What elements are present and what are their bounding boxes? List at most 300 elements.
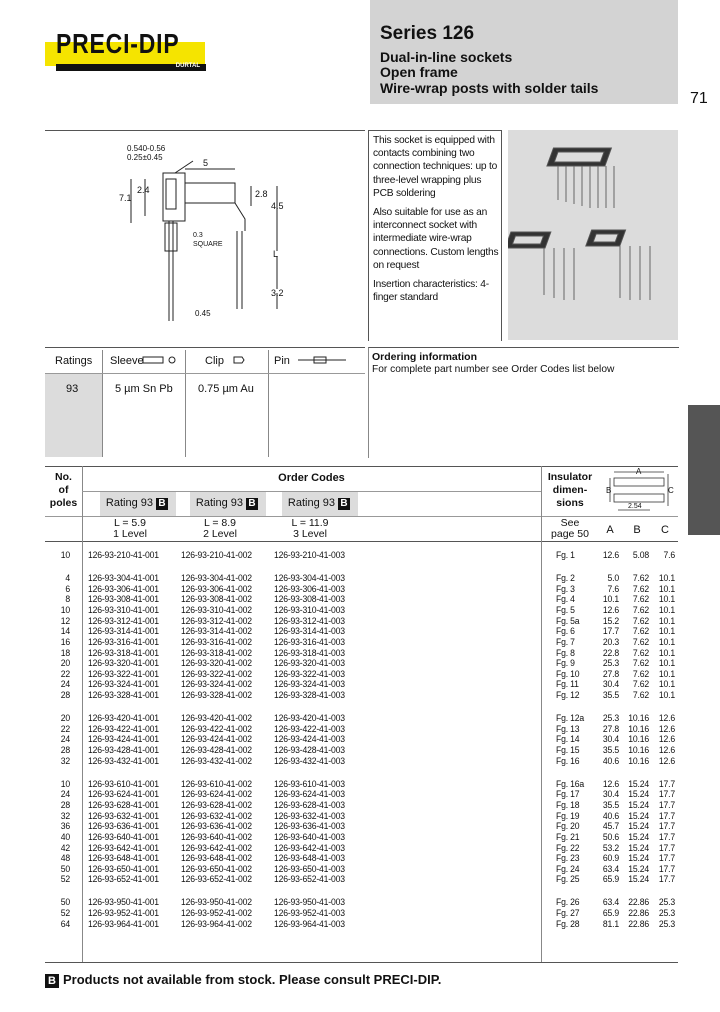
table-cell: 28 [60, 745, 70, 756]
table-cell: 10 [60, 778, 70, 790]
see-page-head [545, 518, 595, 540]
table-cell: 126-93-650-41-002 [181, 863, 252, 875]
clip-value: 0.75 µm Au [198, 383, 254, 395]
table-cell: Fg. 12 [556, 690, 580, 702]
table-cell: Fg. 18 [556, 799, 580, 811]
table-cell: Fg. 7 [556, 636, 575, 648]
table-cell: 81.1 [602, 918, 619, 930]
table-cell: Fg. 20 [556, 821, 580, 833]
table-divider-insulator [541, 466, 542, 962]
table-cell: 20.3 [602, 636, 619, 648]
table-cell: 24 [60, 789, 70, 801]
table-cell: 10.1 [658, 690, 675, 702]
table-cell: Fg. 9 [556, 658, 575, 670]
table-cell: 35.5 [602, 745, 619, 756]
table-cell: 126-93-424-41-002 [181, 734, 252, 746]
table-cell: 60.9 [602, 853, 619, 865]
level-1-label: 1 Level [113, 528, 147, 540]
table-cell: 7.62 [632, 690, 649, 702]
table-cell: 126-93-328-41-001 [88, 690, 159, 702]
table-cell: 16 [60, 636, 70, 648]
table-cell: 126-93-428-41-003 [274, 745, 345, 756]
see-label: See [560, 517, 580, 529]
table-cell: 12.6 [658, 734, 675, 746]
table-cell: 10.1 [658, 604, 675, 616]
table-cell: 22.86 [628, 908, 649, 919]
table-cell: 22.86 [628, 897, 649, 909]
table-cell: 126-93-428-41-002 [181, 745, 252, 756]
level-1-head [100, 518, 160, 540]
table-cell: 30.4 [602, 789, 619, 801]
table-cell: 10 [60, 604, 70, 616]
table-cell: 28 [60, 799, 70, 811]
table-cell: 52 [60, 874, 70, 886]
table-cell: 126-93-624-41-002 [181, 789, 252, 801]
table-cell: 10.1 [658, 626, 675, 638]
table-cell: 126-93-422-41-002 [181, 723, 252, 735]
dim-label-1: 0.540-0.56 [127, 144, 166, 153]
table-cell: Fg. 1 [556, 550, 575, 561]
b-mark-3: B [338, 498, 350, 510]
dim-head-c: C [661, 524, 669, 536]
table-cell: 17.7 [658, 853, 675, 865]
table-cell: 126-93-432-41-001 [88, 755, 159, 767]
table-cell: 63.4 [602, 897, 619, 909]
table-cell: 24 [60, 734, 70, 746]
table-cell: 126-93-316-41-003 [274, 636, 345, 648]
level-2-label: 2 Level [203, 528, 237, 540]
table-cell: 17.7 [658, 842, 675, 854]
level-2-head [190, 518, 250, 540]
table-cell: 18 [60, 647, 70, 659]
see-page-label: page 50 [551, 528, 589, 540]
table-cell: 126-93-420-41-001 [88, 713, 159, 724]
col-head-insulator [543, 471, 597, 510]
table-cell: 17.7 [658, 821, 675, 833]
table-cell: 15.2 [602, 615, 619, 627]
table-cell: 126-93-652-41-002 [181, 874, 252, 886]
table-cell: 126-93-628-41-003 [274, 799, 345, 811]
table-cell: 126-93-328-41-002 [181, 690, 252, 702]
table-cell: 126-93-324-41-002 [181, 679, 252, 691]
table-cell: 5.0 [607, 572, 619, 584]
table-cell: 126-93-950-41-001 [88, 897, 159, 909]
level-2-len: L = 8.9 [203, 517, 236, 529]
rating-divider-3 [268, 350, 269, 457]
table-cell: Fg. 23 [556, 853, 580, 865]
ordering-title: Ordering information [372, 351, 477, 363]
table-cell: 126-93-320-41-003 [274, 658, 345, 670]
pin-icon [296, 355, 350, 365]
table-cell: 126-93-310-41-002 [181, 604, 252, 616]
table-cell: 10.1 [658, 647, 675, 659]
table-cell: 17.7 [658, 799, 675, 811]
table-cell: 7.62 [632, 594, 649, 606]
sketch-label-a: A [636, 467, 642, 476]
table-cell: 12.6 [658, 713, 675, 724]
rating-header-line [45, 373, 365, 374]
table-cell: 126-93-308-41-003 [274, 594, 345, 606]
table-cell: Fg. 4 [556, 594, 575, 606]
table-cell: 126-93-964-41-002 [181, 918, 252, 930]
b-mark-2: B [246, 498, 258, 510]
dim-label-10: 3.2 [271, 288, 284, 298]
table-cell: Fg. 26 [556, 897, 580, 909]
table-cell: 126-93-318-41-002 [181, 647, 252, 659]
table-cell: 126-93-316-41-002 [181, 636, 252, 648]
table-cell: Fg. 16 [556, 755, 580, 767]
socket-photo-svg [508, 130, 678, 340]
table-cell: 10.16 [628, 723, 649, 735]
footer-b-mark: B [45, 974, 59, 988]
rating-head-ratings: Ratings [55, 355, 93, 367]
description-box [368, 130, 502, 341]
dim-label-4: 2.4 [137, 185, 150, 195]
table-cell: 126-93-632-41-003 [274, 810, 345, 822]
logo-sub-bar [56, 64, 206, 71]
table-cell: 10.16 [628, 755, 649, 767]
table-cell: 63.4 [602, 863, 619, 875]
table-cell: Fg. 27 [556, 908, 580, 919]
dim-label-3: 5 [203, 158, 209, 168]
table-cell: 126-93-648-41-003 [274, 853, 345, 865]
series-title: Series 126 [380, 23, 475, 44]
description-p1: This socket is equipped with contacts combining two connection techniques: up to three-level wrapping plus PCB soldering [373, 135, 498, 199]
table-cell: 22.8 [602, 647, 619, 659]
table-cell: 126-93-310-41-003 [274, 604, 345, 616]
table-cell: 17.7 [658, 778, 675, 790]
insulator-line-3: sions [556, 497, 584, 509]
table-cell: 126-93-322-41-003 [274, 668, 345, 680]
sleeve-icon [142, 355, 178, 365]
table-cell: 65.9 [602, 874, 619, 886]
table-cell: 126-93-312-41-002 [181, 615, 252, 627]
table-cell: 126-93-964-41-003 [274, 918, 345, 930]
table-cell: 126-93-648-41-001 [88, 853, 159, 865]
table-cell: 10.1 [658, 594, 675, 606]
table-cell: 126-93-952-41-002 [181, 908, 252, 919]
table-cell: 126-93-432-41-003 [274, 755, 345, 767]
table-cell: 30.4 [602, 679, 619, 691]
rating-head-sleeve: Sleeve [110, 355, 144, 367]
table-cell: 14 [60, 626, 70, 638]
col-head-poles [45, 471, 82, 510]
table-cell: 12.6 [602, 550, 619, 561]
brand-logo: PRECI-DIP [56, 28, 180, 59]
rating-93-label-2: Rating 93 [195, 497, 243, 509]
b-mark-1: B [156, 498, 168, 510]
table-cell: Fg. 28 [556, 918, 580, 930]
table-cell: 36 [60, 821, 70, 833]
table-cell: 126-93-314-41-002 [181, 626, 252, 638]
table-cell: 126-93-422-41-003 [274, 723, 345, 735]
brand-sub: DURTAL [175, 63, 200, 69]
table-cell: 17.7 [658, 810, 675, 822]
table-cell: 126-93-316-41-001 [88, 636, 159, 648]
table-cell: 22 [60, 723, 70, 735]
table-cell: 126-93-650-41-001 [88, 863, 159, 875]
table-cell: 15.24 [628, 778, 649, 790]
table-cell: 126-93-610-41-003 [274, 778, 345, 790]
table-cell: 7.6 [607, 583, 619, 595]
footer-note [45, 972, 441, 988]
table-cell: 10.1 [658, 583, 675, 595]
table-cell: 126-93-640-41-003 [274, 831, 345, 843]
table-cell: 17.7 [658, 789, 675, 801]
rating-93-label-3: Rating 93 [287, 497, 335, 509]
table-cell: 126-93-652-41-001 [88, 874, 159, 886]
dim-label-6: 2.8 [255, 189, 268, 199]
table-cell: 7.62 [632, 604, 649, 616]
table-cell: 126-93-320-41-001 [88, 658, 159, 670]
dim-label-9: L [273, 249, 279, 259]
table-cell: 15.24 [628, 799, 649, 811]
table-cell: 126-93-610-41-002 [181, 778, 252, 790]
table-cell: 25.3 [658, 918, 675, 930]
table-cell: 7.62 [632, 636, 649, 648]
table-cell: 126-93-950-41-003 [274, 897, 345, 909]
table-cell: 10 [60, 550, 70, 561]
table-cell: 10.1 [658, 615, 675, 627]
table-cell: Fg. 5a [556, 615, 580, 627]
table-cell: 7.62 [632, 583, 649, 595]
table-cell: 53.2 [602, 842, 619, 854]
table-cell: 126-93-640-41-002 [181, 831, 252, 843]
table-cell: 126-93-952-41-003 [274, 908, 345, 919]
table-cell: 126-93-318-41-001 [88, 647, 159, 659]
level-3-label: 3 Level [293, 528, 327, 540]
col-head-no: No. [55, 471, 72, 483]
table-cell: 126-93-308-41-001 [88, 594, 159, 606]
table-cell: 7.62 [632, 647, 649, 659]
table-cell: 25.3 [602, 658, 619, 670]
table-cell: 126-93-624-41-001 [88, 789, 159, 801]
table-cell: 45.7 [602, 821, 619, 833]
table-cell: 22 [60, 668, 70, 680]
table-cell: 15.24 [628, 810, 649, 822]
table-cell: 10.1 [602, 594, 619, 606]
page-number: 71 [690, 90, 708, 107]
description-p3: Insertion characteristics: 4-finger standard [373, 279, 489, 304]
table-cell: 8 [65, 594, 70, 606]
table-cell: 50 [60, 897, 70, 909]
table-cell: 126-93-642-41-002 [181, 842, 252, 854]
table-cell: 20 [60, 658, 70, 670]
table-cell: 52 [60, 908, 70, 919]
table-cell: 126-93-610-41-001 [88, 778, 159, 790]
table-cell: 20 [60, 713, 70, 724]
table-cell: 126-93-424-41-001 [88, 734, 159, 746]
table-cell: 22.86 [628, 918, 649, 930]
table-cell: 25.3 [658, 908, 675, 919]
table-cell: 28 [60, 690, 70, 702]
table-cell: 126-93-210-41-001 [88, 550, 159, 561]
table-cell: 15.24 [628, 831, 649, 843]
dim-label-8: 0.3 SQUARE [193, 232, 223, 248]
table-cell: 126-93-422-41-001 [88, 723, 159, 735]
table-cell: 126-93-420-41-002 [181, 713, 252, 724]
table-cell: 126-93-428-41-001 [88, 745, 159, 756]
table-cell: 17.7 [658, 863, 675, 875]
table-cell: Fg. 11 [556, 679, 579, 691]
table-cell: 25.3 [602, 713, 619, 724]
table-cell: 24 [60, 679, 70, 691]
table-cell: 126-93-322-41-002 [181, 668, 252, 680]
table-divider-poles [82, 466, 83, 962]
table-cell: 126-93-312-41-003 [274, 615, 345, 627]
table-cell: 25.3 [658, 897, 675, 909]
table-cell: 126-93-648-41-002 [181, 853, 252, 865]
sketch-label-pitch: 2.54 [628, 503, 642, 510]
table-cell: 17.7 [658, 874, 675, 886]
table-cell: 126-93-624-41-003 [274, 789, 345, 801]
table-cell: 15.24 [628, 789, 649, 801]
table-cell: 40.6 [602, 810, 619, 822]
sleeve-value: 5 µm Sn Pb [115, 383, 173, 395]
table-cell: Fg. 17 [556, 789, 580, 801]
table-cell: Fg. 6 [556, 626, 575, 638]
ordering-text: For complete part number see Order Codes list below [372, 364, 615, 375]
table-cell: 126-93-632-41-001 [88, 810, 159, 822]
table-cell: 10.1 [658, 679, 675, 691]
table-cell: Fg. 16a [556, 778, 585, 790]
table-cell: 27.8 [602, 723, 619, 735]
table-cell: Fg. 5 [556, 604, 575, 616]
table-cell: 35.5 [602, 690, 619, 702]
series-line-1: Dual-in-line sockets [380, 49, 513, 65]
table-cell: 10.16 [628, 713, 649, 724]
table-cell: 126-93-324-41-003 [274, 679, 345, 691]
insulator-line-2: dimen- [552, 484, 588, 496]
rating-value-93: 93 [66, 383, 79, 395]
rating-93-label-1: Rating 93 [105, 497, 153, 509]
table-cell: 7.62 [632, 679, 649, 691]
table-cell: 17.7 [602, 626, 619, 638]
table-cell: 126-93-324-41-001 [88, 679, 159, 691]
table-cell: 15.24 [628, 842, 649, 854]
dim-label-5: 7.1 [119, 193, 132, 203]
product-photo [508, 130, 678, 340]
series-line-2: Open frame [380, 64, 458, 80]
table-cell: Fg. 14 [556, 734, 580, 746]
table-cell: 50.6 [602, 831, 619, 843]
dim-label-7: 4.5 [271, 201, 284, 211]
table-cell: 12.6 [658, 745, 675, 756]
table-cell: 126-93-306-41-001 [88, 583, 159, 595]
table-cell: Fg. 13 [556, 723, 580, 735]
table-cell: 7.6 [663, 550, 675, 561]
table-cell: 48 [60, 853, 70, 865]
table-cell: 40.6 [602, 755, 619, 767]
table-cell: 126-93-322-41-001 [88, 668, 159, 680]
table-cell: 126-93-420-41-003 [274, 713, 345, 724]
dim-label-11: 0.45 [195, 309, 211, 318]
rating-head-pin: Pin [274, 355, 290, 367]
table-cell: 10.1 [658, 636, 675, 648]
table-cell: Fg. 3 [556, 583, 575, 595]
dim-head-a: A [606, 524, 614, 536]
table-cell: 126-93-304-41-001 [88, 572, 159, 584]
table-cell: 30.4 [602, 734, 619, 746]
dim-head-b: B [633, 524, 641, 536]
table-cell: 126-93-210-41-002 [181, 550, 252, 561]
table-cell: Fg. 12a [556, 713, 585, 724]
table-cell: 126-93-636-41-001 [88, 821, 159, 833]
description-p2: Also suitable for use as an interconnect socket with intermediate wire-wrap connections. Custom lengths on request [373, 207, 499, 271]
table-cell: Fg. 10 [556, 668, 580, 680]
table-cell: 4 [65, 572, 70, 584]
sketch-label-b: B [606, 486, 612, 495]
table-cell: 126-93-964-41-001 [88, 918, 159, 930]
side-tab [688, 405, 720, 535]
table-cell: 65.9 [602, 908, 619, 919]
table-cell: 126-93-632-41-002 [181, 810, 252, 822]
table-cell: 12.6 [602, 604, 619, 616]
table-cell: 42 [60, 842, 70, 854]
table-cell: 7.62 [632, 615, 649, 627]
table-cell: 126-93-640-41-001 [88, 831, 159, 843]
table-cell: Fg. 24 [556, 863, 580, 875]
insulator-line-1: Insulator [547, 471, 593, 483]
table-cell: 50 [60, 863, 70, 875]
table-cell: Fg. 15 [556, 745, 580, 756]
table-cell: 12.6 [658, 723, 675, 735]
sketch-label-c: C [668, 486, 674, 495]
table-cell: 126-93-310-41-001 [88, 604, 159, 616]
table-cell: 12.6 [658, 755, 675, 767]
clip-icon [232, 355, 246, 365]
table-cell: 64 [60, 918, 70, 930]
dim-label-2: 0.25±0.45 [127, 153, 163, 162]
level-3-head [280, 518, 340, 540]
table-cell: Fg. 22 [556, 842, 580, 854]
table-cell: 12.6 [602, 778, 619, 790]
table-cell: Fg. 8 [556, 647, 575, 659]
level-1-len: L = 5.9 [113, 517, 146, 529]
table-cell: 10.1 [658, 572, 675, 584]
table-cell: 17.7 [658, 831, 675, 843]
table-cell: 126-93-308-41-002 [181, 594, 252, 606]
table-cell: 126-93-318-41-003 [274, 647, 345, 659]
table-cell: 126-93-320-41-002 [181, 658, 252, 670]
table-cell: 126-93-314-41-003 [274, 626, 345, 638]
table-cell: 126-93-628-41-001 [88, 799, 159, 811]
table-cell: Fg. 19 [556, 810, 580, 822]
rating-divider-1 [102, 350, 103, 457]
table-cell: 10.1 [658, 658, 675, 670]
table-cell: 126-93-306-41-003 [274, 583, 345, 595]
table-cell: 10.16 [628, 745, 649, 756]
col-head-of: of [58, 484, 69, 496]
table-cell: 7.62 [632, 626, 649, 638]
table-cell: 27.8 [602, 668, 619, 680]
table-cell: 126-93-650-41-003 [274, 863, 345, 875]
table-cell: 15.24 [628, 821, 649, 833]
table-cell: 126-93-642-41-003 [274, 842, 345, 854]
table-cell: 126-93-304-41-002 [181, 572, 252, 584]
table-cell: 7.62 [632, 668, 649, 680]
rating-head-clip: Clip [205, 355, 224, 367]
series-line-3: Wire-wrap posts with solder tails [380, 80, 599, 96]
table-top-line [45, 466, 678, 467]
footer-text: Products not available from stock. Please consult PRECI-DIP. [63, 972, 442, 987]
table-cell: 126-93-312-41-001 [88, 615, 159, 627]
col-head-order-codes: Order Codes [278, 472, 345, 484]
table-cell: 10.16 [628, 734, 649, 746]
table-cell: 126-93-952-41-001 [88, 908, 159, 919]
table-cell: 35.5 [602, 799, 619, 811]
table-cell: 15.24 [628, 853, 649, 865]
